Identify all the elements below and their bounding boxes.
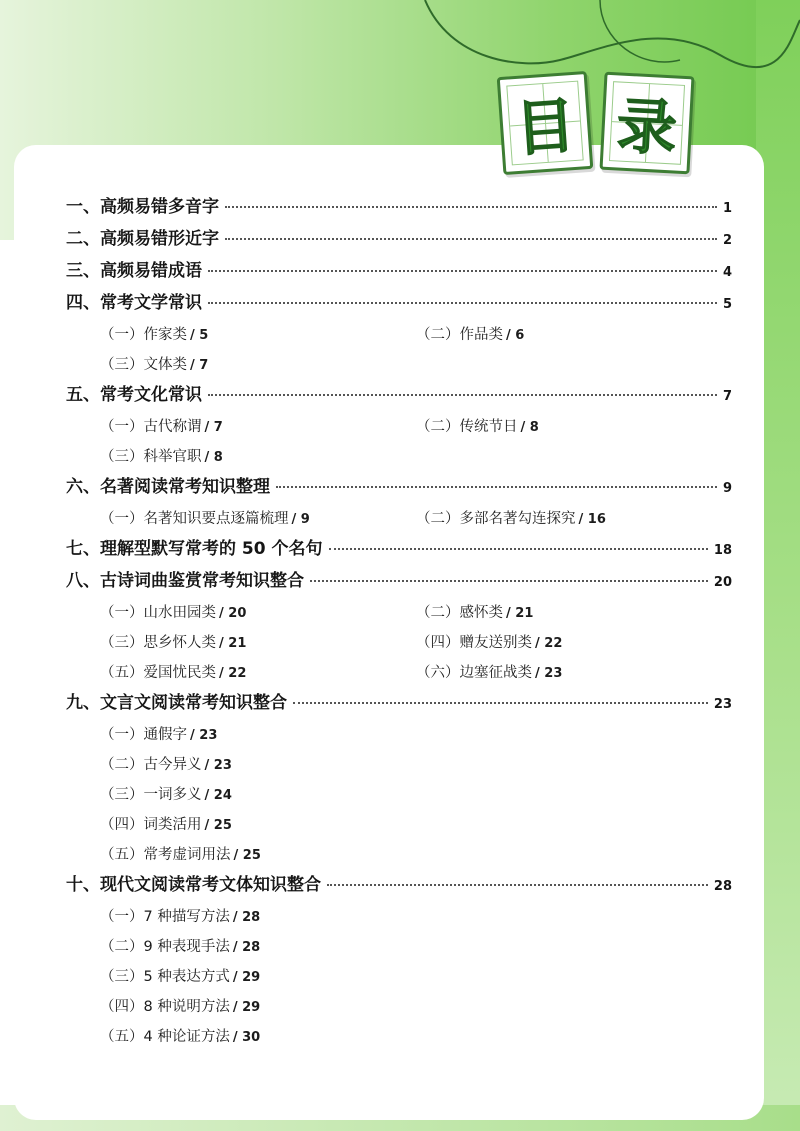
toc-subsection-entry[interactable]	[416, 628, 732, 658]
subsection-page-number: / 7	[204, 420, 223, 435]
subsection-title: （四）词类活用	[100, 817, 202, 833]
toc-section	[66, 870, 732, 1052]
section-page-number: 4	[722, 265, 732, 280]
toc-subsection-entry[interactable]	[100, 992, 732, 1022]
toc-section-entry[interactable]	[66, 192, 732, 224]
subsection-list	[66, 412, 732, 472]
subsection-page-number: / 21	[506, 606, 534, 621]
subsection-title: （三）一词多义	[100, 787, 202, 803]
dot-leader	[225, 238, 717, 240]
subsection-title: （一）古代称谓	[100, 419, 202, 435]
toc-subsection-entry[interactable]	[100, 932, 732, 962]
toc-subsection-entry[interactable]	[100, 412, 416, 442]
subsection-page-number: / 6	[506, 328, 525, 343]
toc-subsection-entry[interactable]	[100, 320, 416, 350]
toc-subsection-entry[interactable]	[100, 1022, 732, 1052]
toc-section	[66, 472, 732, 534]
subsection-page-number: / 22	[535, 636, 563, 651]
section-page-number: 28	[713, 879, 732, 894]
section-page-number: 9	[722, 481, 732, 496]
subsection-page-number: / 7	[190, 358, 209, 373]
subsection-title: （二）作品类	[416, 327, 503, 343]
toc-subsection-entry[interactable]	[416, 412, 732, 442]
subsection-page-number: / 8	[520, 420, 539, 435]
dot-leader	[293, 702, 708, 704]
title-char-2: 录	[614, 91, 679, 165]
toc-subsection-entry[interactable]	[100, 504, 416, 534]
subsection-list	[66, 598, 732, 688]
subsection-title: （一）7 种描写方法	[100, 909, 230, 925]
toc-section-entry[interactable]	[66, 688, 732, 720]
toc-section	[66, 688, 732, 870]
subsection-page-number: / 29	[232, 1000, 261, 1015]
title-card-mu	[497, 71, 594, 175]
section-title: 十、现代文阅读常考文体知识整合	[66, 875, 321, 895]
toc-section-entry[interactable]	[66, 566, 732, 598]
section-page-number: 7	[722, 389, 732, 404]
toc-section	[66, 288, 732, 380]
subsection-title: （三）5 种表达方式	[100, 969, 230, 985]
section-page-number: 2	[722, 233, 732, 248]
subsection-list	[66, 720, 732, 870]
section-title: 三、高频易错成语	[66, 261, 202, 281]
toc-section-entry[interactable]	[66, 288, 732, 320]
toc-section	[66, 566, 732, 688]
subsection-title: （二）9 种表现手法	[100, 939, 230, 955]
section-page-number: 23	[713, 697, 732, 712]
dot-leader	[310, 580, 708, 582]
subsection-title: （四）赠友送别类	[416, 635, 532, 651]
dot-leader	[208, 270, 717, 272]
toc-section-entry[interactable]	[66, 870, 732, 902]
toc-subsection-entry[interactable]	[100, 598, 416, 628]
title-card-lu	[599, 72, 694, 175]
dot-leader	[276, 486, 717, 488]
toc-subsection-entry[interactable]	[100, 442, 416, 472]
subsection-page-number: / 23	[190, 728, 218, 743]
subsection-page-number: / 28	[232, 940, 261, 955]
subsection-page-number: / 8	[204, 450, 223, 465]
section-title: 四、常考文学常识	[66, 293, 202, 313]
dot-leader	[327, 884, 708, 886]
subsection-page-number: / 25	[233, 848, 261, 863]
subsection-title: （二）感怀类	[416, 605, 503, 621]
subsection-title: （一）通假字	[100, 727, 187, 743]
toc-section	[66, 256, 732, 288]
toc-subsection-entry[interactable]	[416, 598, 732, 628]
subsection-title: （一）山水田园类	[100, 605, 216, 621]
toc-section	[66, 380, 732, 472]
subsection-page-number: / 21	[219, 636, 247, 651]
subsection-page-number: / 23	[204, 758, 232, 773]
subsection-page-number: / 29	[232, 970, 261, 985]
toc-subsection-entry[interactable]	[100, 840, 732, 870]
subsection-page-number: / 22	[219, 666, 247, 681]
toc-subsection-entry[interactable]	[100, 658, 416, 688]
table-of-contents	[66, 192, 732, 1052]
subsection-title: （三）文体类	[100, 357, 187, 373]
subsection-list	[66, 504, 732, 534]
subsection-title: （一）作家类	[100, 327, 187, 343]
toc-section-entry[interactable]	[66, 256, 732, 288]
toc-subsection-entry[interactable]	[100, 902, 732, 932]
toc-section-entry[interactable]	[66, 380, 732, 412]
subsection-page-number: / 23	[535, 666, 563, 681]
section-title: 一、高频易错多音字	[66, 197, 219, 217]
subsection-title: （二）古今异义	[100, 757, 202, 773]
section-title: 七、理解型默写常考的 50 个名句	[66, 539, 323, 559]
subsection-page-number: / 9	[291, 512, 310, 527]
toc-subsection-entry[interactable]	[100, 962, 732, 992]
subsection-page-number: / 24	[204, 788, 232, 803]
toc-section	[66, 224, 732, 256]
toc-subsection-entry[interactable]	[100, 350, 416, 380]
subsection-page-number: / 25	[204, 818, 232, 833]
subsection-title: （六）边塞征战类	[416, 665, 532, 681]
subsection-title: （二）传统节日	[416, 419, 518, 435]
dot-leader	[225, 206, 717, 208]
subsection-page-number: / 16	[578, 512, 606, 527]
toc-section-entry[interactable]	[66, 472, 732, 504]
dot-leader	[329, 548, 708, 550]
subsection-page-number: / 28	[232, 910, 261, 925]
toc-section	[66, 192, 732, 224]
section-title: 二、高频易错形近字	[66, 229, 219, 249]
toc-subsection-entry[interactable]	[416, 320, 732, 350]
subsection-list	[66, 902, 732, 1052]
subsection-title: （一）名著知识要点逐篇梳理	[100, 511, 289, 527]
subsection-list	[66, 320, 732, 380]
title-char-1: 目	[512, 90, 578, 165]
toc-subsection-entry[interactable]	[416, 504, 732, 534]
subsection-page-number: / 30	[232, 1030, 261, 1045]
section-title: 五、常考文化常识	[66, 385, 202, 405]
subsection-title: （五）常考虚词用法	[100, 847, 231, 863]
subsection-title: （三）科举官职	[100, 449, 202, 465]
section-title: 九、文言文阅读常考知识整合	[66, 693, 287, 713]
section-page-number: 18	[713, 543, 732, 558]
dot-leader	[208, 394, 717, 396]
subsection-page-number: / 5	[190, 328, 209, 343]
section-title: 六、名著阅读常考知识整理	[66, 477, 270, 497]
toc-section	[66, 534, 732, 566]
toc-subsection-entry[interactable]	[416, 658, 732, 688]
dot-leader	[208, 302, 717, 304]
toc-section-entry[interactable]	[66, 534, 732, 566]
subsection-page-number: / 20	[219, 606, 247, 621]
toc-subsection-entry[interactable]	[100, 810, 732, 840]
toc-section-entry[interactable]	[66, 224, 732, 256]
toc-subsection-entry[interactable]	[100, 720, 732, 750]
subsection-title: （二）多部名著勾连探究	[416, 511, 576, 527]
section-page-number: 20	[713, 575, 732, 590]
subsection-title: （四）8 种说明方法	[100, 999, 230, 1015]
subsection-title: （五）4 种论证方法	[100, 1029, 230, 1045]
toc-subsection-entry[interactable]	[100, 750, 732, 780]
subsection-title: （三）思乡怀人类	[100, 635, 216, 651]
section-title: 八、古诗词曲鉴赏常考知识整合	[66, 571, 304, 591]
toc-subsection-entry[interactable]	[100, 628, 416, 658]
section-page-number: 5	[722, 297, 732, 312]
toc-subsection-entry[interactable]	[100, 780, 732, 810]
subsection-title: （五）爱国忧民类	[100, 665, 216, 681]
section-page-number: 1	[722, 201, 732, 216]
